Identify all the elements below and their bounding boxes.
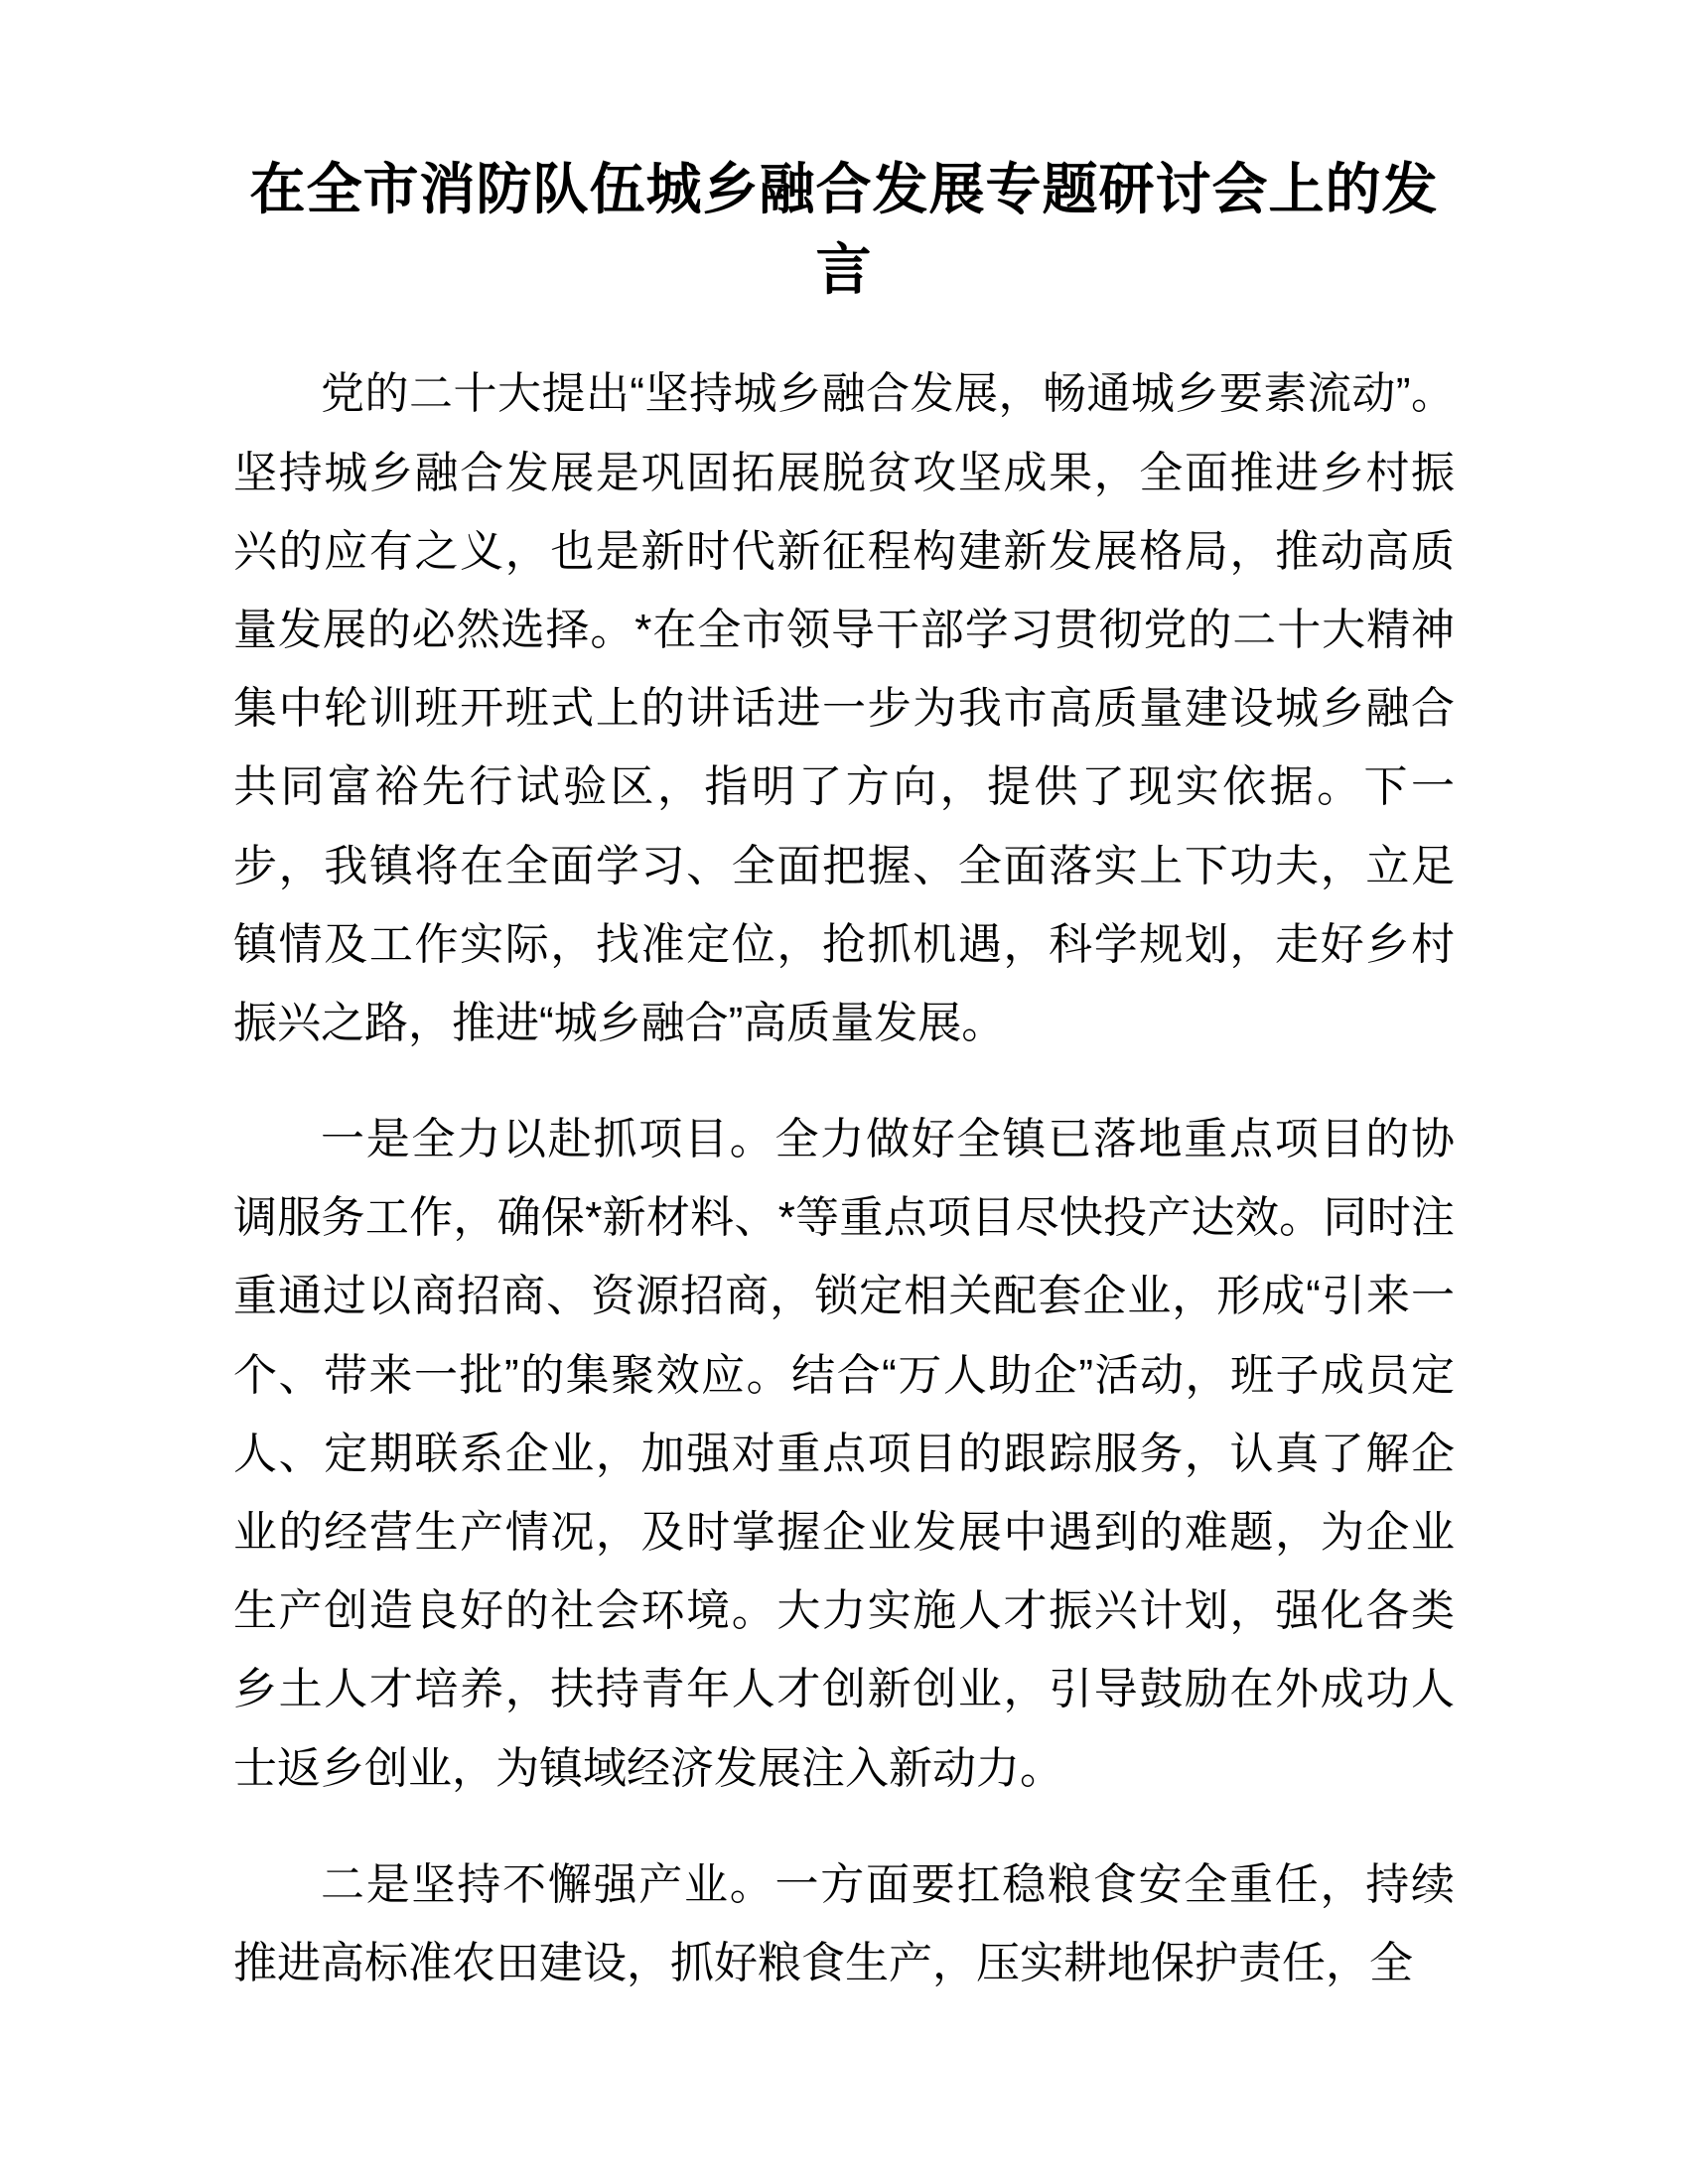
- paragraph-point-two: 二是坚持不懈强产业。一方面要扛稳粮食安全重任，持续推进高标准农田建设，抓好粮食生产，压实耕地保护责任，全: [233, 1859, 1455, 1987]
- paragraph-point-one: 一是全力以赴抓项目。全力做好全镇已落地重点项目的协调服务工作，确保*新材料、*等重点项目尽快投产达效。同时注重通过以商招商、资源招商，锁定相关配套企业，形成“引来一个、带来一批”的集聚效应。结合“万人助企”活动，班子成员定人、定期联系企业，加强对重点项目的跟踪服务，认真了解企业的经营生产情况，及时掌握企业发展中遇到的难题，为企业生产创造良好的社会环境。大力实施人才振兴计划，强化各类乡土人才培养，扶持青年人才创新创业，引导鼓励在外成功人士返乡创业，为镇域经济发展注入新动力。: [233, 1115, 1455, 1793]
- paragraph-intro: 党的二十大提出“坚持城乡融合发展，畅通城乡要素流动”。坚持城乡融合发展是巩固拓展脱贫攻坚成果，全面推进乡村振兴的应有之义，也是新时代新征程构建新发展格局，推动高质量发展的必然选择。*在全市领导干部学习贯彻党的二十大精神集中轮训班开班式上的讲话进一步为我市高质量建设城乡融合共同富裕先行试验区，指明了方向，提供了现实依据。下一步，我镇将在全面学习、全面把握、全面落实上下功夫，立足镇情及工作实际，找准定位，抢抓机遇，科学规划，走好乡村振兴之路，推进“城乡融合”高质量发展。: [233, 369, 1455, 1047]
- document-title: 在全市消防队伍城乡融合发展专题研讨会上的发言: [249, 158, 1439, 302]
